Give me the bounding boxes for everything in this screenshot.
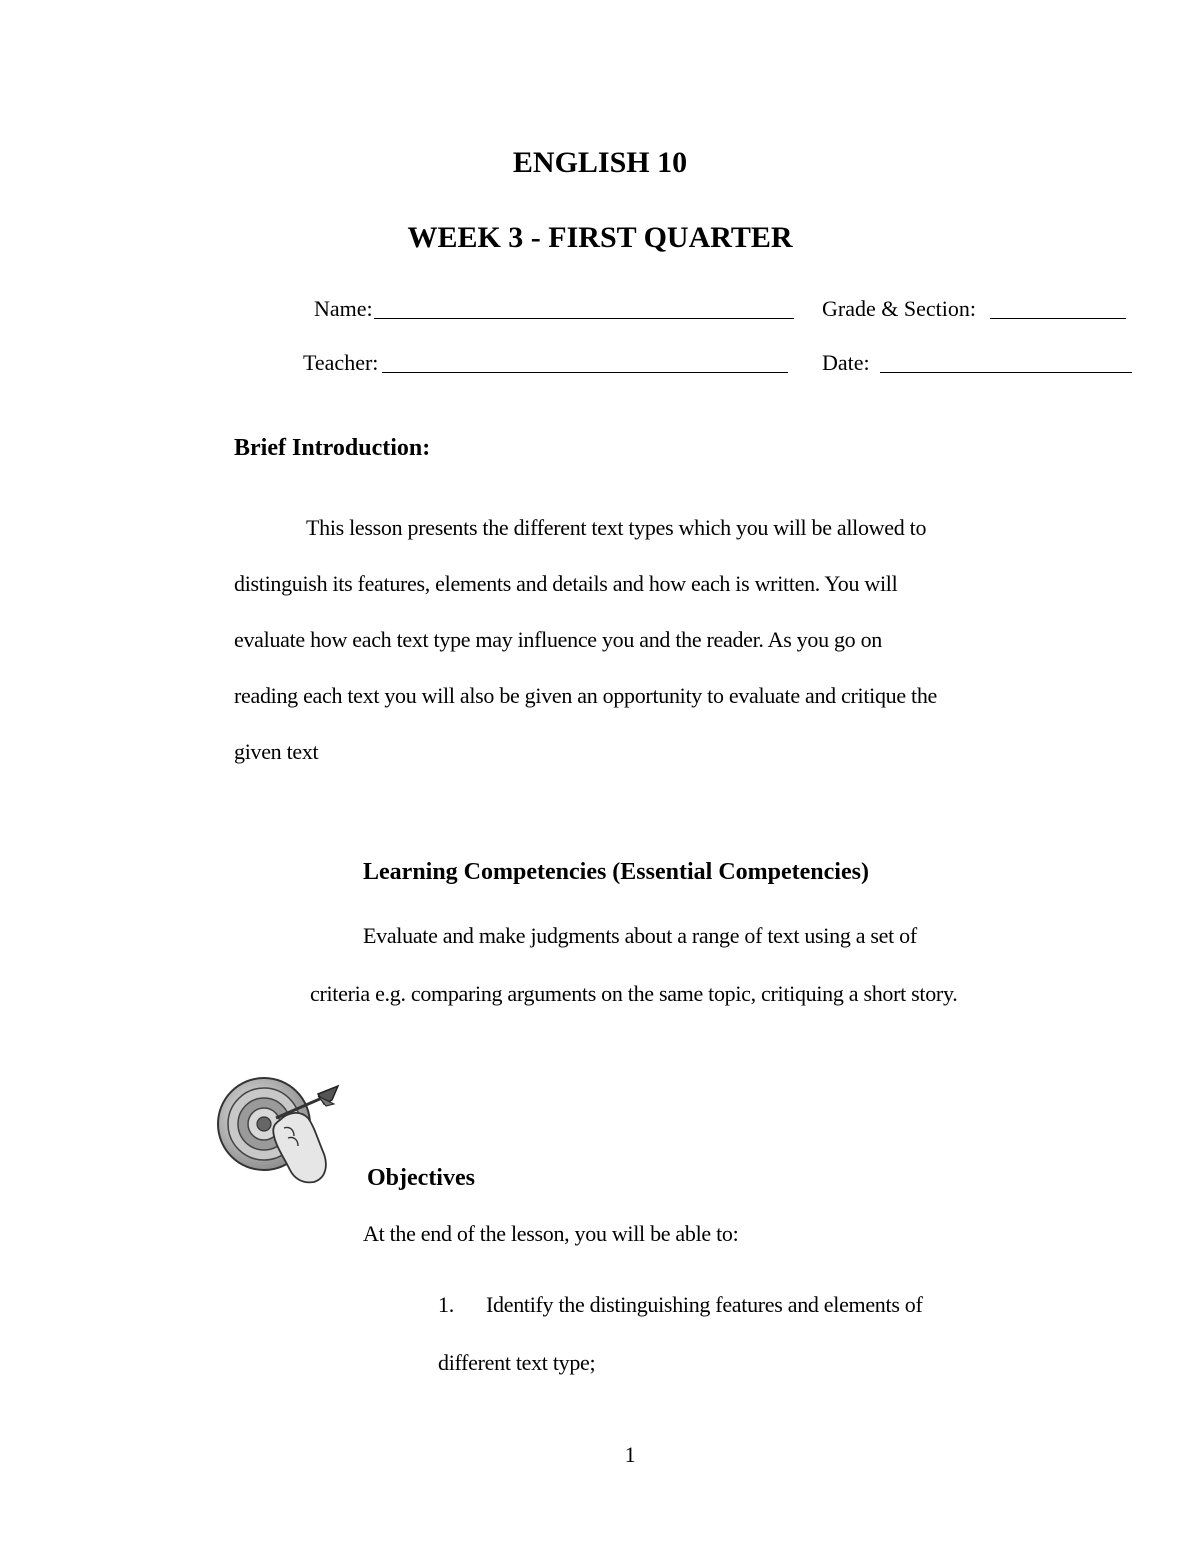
date-blank-line — [880, 372, 1132, 373]
objective-number: 1. — [438, 1292, 454, 1317]
intro-line: given text — [234, 739, 319, 764]
grade-section-label: Grade & Section: — [822, 296, 976, 321]
dartboard-target-icon — [214, 1074, 344, 1186]
intro-line: reading each text you will also be given an opportunity to evaluate and critique the — [234, 683, 938, 708]
page-title: ENGLISH 10 — [512, 146, 688, 179]
competencies-line: Evaluate and make judgments about a range of text using a set of — [363, 923, 917, 948]
teacher-blank-line — [382, 372, 788, 373]
intro-line: evaluate how each text type may influence you and the reader. As you go on — [234, 627, 882, 652]
objective-text-continued: different text type; — [438, 1350, 596, 1375]
objectives-heading: Objectives — [367, 1165, 475, 1191]
page-subtitle: WEEK 3 - FIRST QUARTER — [407, 221, 793, 254]
name-label: Name: — [314, 296, 373, 321]
competencies-heading: Learning Competencies (Essential Competencies) — [363, 859, 869, 885]
objectives-lead: At the end of the lesson, you will be able to: — [363, 1221, 739, 1246]
intro-line: This lesson presents the different text types which you will be allowed to — [306, 515, 927, 540]
teacher-label: Teacher: — [303, 350, 379, 375]
grade-section-blank-line — [990, 318, 1126, 319]
intro-heading: Brief Introduction: — [234, 435, 431, 461]
intro-line: distinguish its features, elements and details and how each is written. You will — [234, 571, 898, 596]
page-number: 1 — [624, 1442, 636, 1467]
competencies-line: criteria e.g. comparing arguments on the same topic, critiquing a short story. — [310, 981, 958, 1006]
date-label: Date: — [822, 350, 870, 375]
name-blank-line — [374, 318, 794, 319]
objective-text: Identify the distinguishing features and elements of — [486, 1292, 923, 1317]
